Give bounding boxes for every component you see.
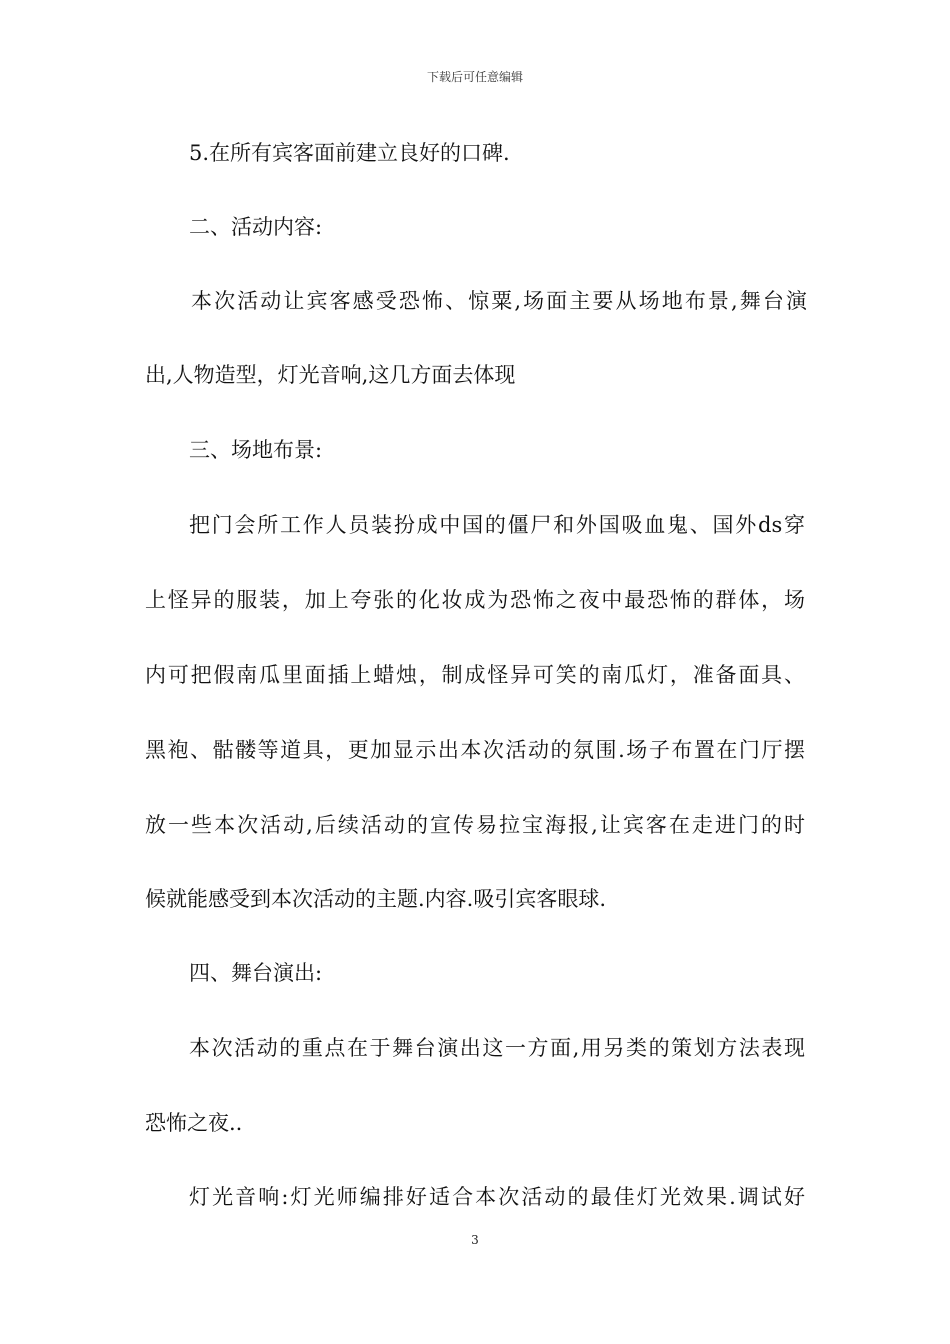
text-line-venue-1: 把门会所工作人员装扮成中国的僵尸和外国吸血鬼、国外ds穿 <box>189 513 805 537</box>
text-line-stage-2: 恐怖之夜.. <box>145 1111 243 1135</box>
text-line-lighting-sound-1: 灯光音响:灯光师编排好适合本次活动的最佳灯光效果.调试好 <box>189 1185 805 1209</box>
section-heading-stage-performance: 四、舞台演出: <box>189 961 323 985</box>
text-line-venue-2: 上怪异的服装，加上夸张的化妆成为恐怖之夜中最恐怖的群体，场 <box>145 588 805 612</box>
text-line-venue-6: 候就能感受到本次活动的主题.内容.吸引宾客眼球. <box>145 887 607 911</box>
text-line-activity-content-1: 本次活动让宾客感受恐怖、惊粟,场面主要从场地布景,舞台演 <box>191 289 807 313</box>
page-number: 3 <box>471 1233 479 1247</box>
text-line-stage-1: 本次活动的重点在于舞台演出这一方面,用另类的策划方法表现 <box>189 1036 805 1060</box>
section-heading-activity-content: 二、活动内容: <box>189 215 323 239</box>
text-line-activity-content-2: 出,人物造型，灯光音响,这几方面去体现 <box>145 363 516 387</box>
text-line-goal-5: 5.在所有宾客面前建立良好的口碑. <box>189 141 510 165</box>
text-line-venue-4: 黑袍、骷髅等道具，更加显示出本次活动的氛围.场子布置在门厅摆 <box>145 738 805 762</box>
header-note: 下载后可任意编辑 <box>426 70 523 84</box>
text-line-venue-3: 内可把假南瓜里面插上蜡烛，制成怪异可笑的南瓜灯，准备面具、 <box>145 663 805 687</box>
text-line-venue-5: 放一些本次活动,后续活动的宣传易拉宝海报,让宾客在走进门的时 <box>145 813 805 837</box>
section-heading-venue-decoration: 三、场地布景: <box>189 438 323 462</box>
